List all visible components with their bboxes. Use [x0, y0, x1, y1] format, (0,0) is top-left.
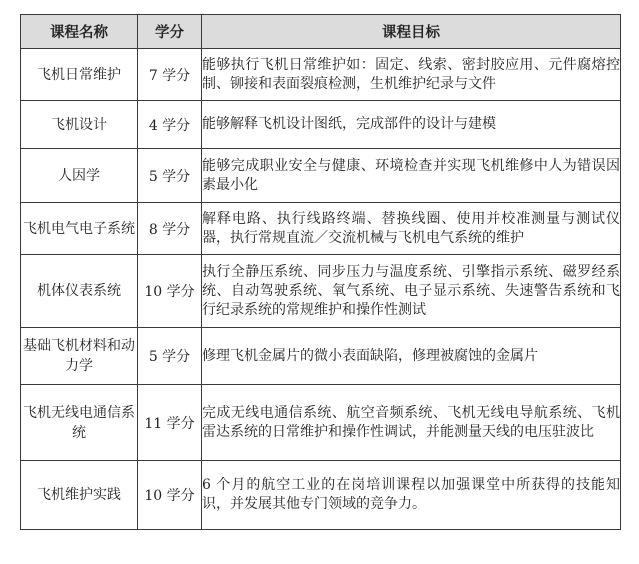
course-name-cell: 飞机无线电通信系统 — [21, 385, 138, 461]
course-name-cell: 机体仪表系统 — [21, 255, 138, 328]
goal-cell: 完成无线电通信系统、航空音频系统、飞机无线电导航系统、飞机雷达系统的日常维护和操作性调试，并能测量天线的电压驻波比 — [202, 385, 621, 461]
credit-cell: 11 学分 — [138, 385, 202, 461]
course-name-cell: 飞机日常维护 — [21, 49, 138, 101]
table-row — [21, 203, 621, 255]
goal-cell: 执行全静压系统、同步压力与温度系统、引擎指示系统、磁罗经系统、自动驾驶系统、氧气系统、电子显示系统、失速警告系统和飞行纪录系统的常规维护和操作性测试 — [202, 255, 621, 328]
course-name-cell: 飞机维护实践 — [21, 461, 138, 530]
course-name-cell: 飞机设计 — [21, 101, 138, 149]
credit-cell: 5 学分 — [138, 328, 202, 385]
course-name-cell: 飞机电气电子系统 — [21, 203, 138, 255]
header-row — [21, 15, 621, 49]
credit-cell: 4 学分 — [138, 101, 202, 149]
credit-cell: 5 学分 — [138, 149, 202, 203]
table-row — [21, 385, 621, 461]
credit-cell: 10 学分 — [138, 255, 202, 328]
table-row — [21, 255, 621, 328]
table-row — [21, 461, 621, 530]
table-row — [21, 101, 621, 149]
header-credits: 学分 — [138, 15, 202, 49]
table-row — [21, 49, 621, 101]
goal-cell: 6 个月的航空工业的在岗培训课程以加强课堂中所获得的技能知识，并发展其他专门领域的竞争力。 — [202, 461, 621, 530]
goal-cell: 能够完成职业安全与健康、环境检查并实现飞机维修中人为错误因素最小化 — [202, 149, 621, 203]
credit-cell: 8 学分 — [138, 203, 202, 255]
credit-cell: 10 学分 — [138, 461, 202, 530]
table-row — [21, 328, 621, 385]
header-course-goal: 课程目标 — [202, 15, 621, 49]
credit-cell: 7 学分 — [138, 49, 202, 101]
goal-cell: 能够解释飞机设计图纸，完成部件的设计与建模 — [202, 101, 621, 149]
course-name-cell: 基础飞机材料和动力学 — [21, 328, 138, 385]
table-row — [21, 149, 621, 203]
goal-cell: 解释电路、执行线路终端、替换线圈、使用并校准测量与测试仪器，执行常规直流／交流机械与飞机电气系统的维护 — [202, 203, 621, 255]
course-table — [20, 14, 621, 530]
goal-cell: 能够执行飞机日常维护如：固定、线索、密封胶应用、元件腐熔控制、铆接和表面裂痕检测，生机维护纪录与文件 — [202, 49, 621, 101]
course-name-cell: 人因学 — [21, 149, 138, 203]
header-course-name: 课程名称 — [21, 15, 138, 49]
goal-cell: 修理飞机金属片的微小表面缺陷，修理被腐蚀的金属片 — [202, 328, 621, 385]
